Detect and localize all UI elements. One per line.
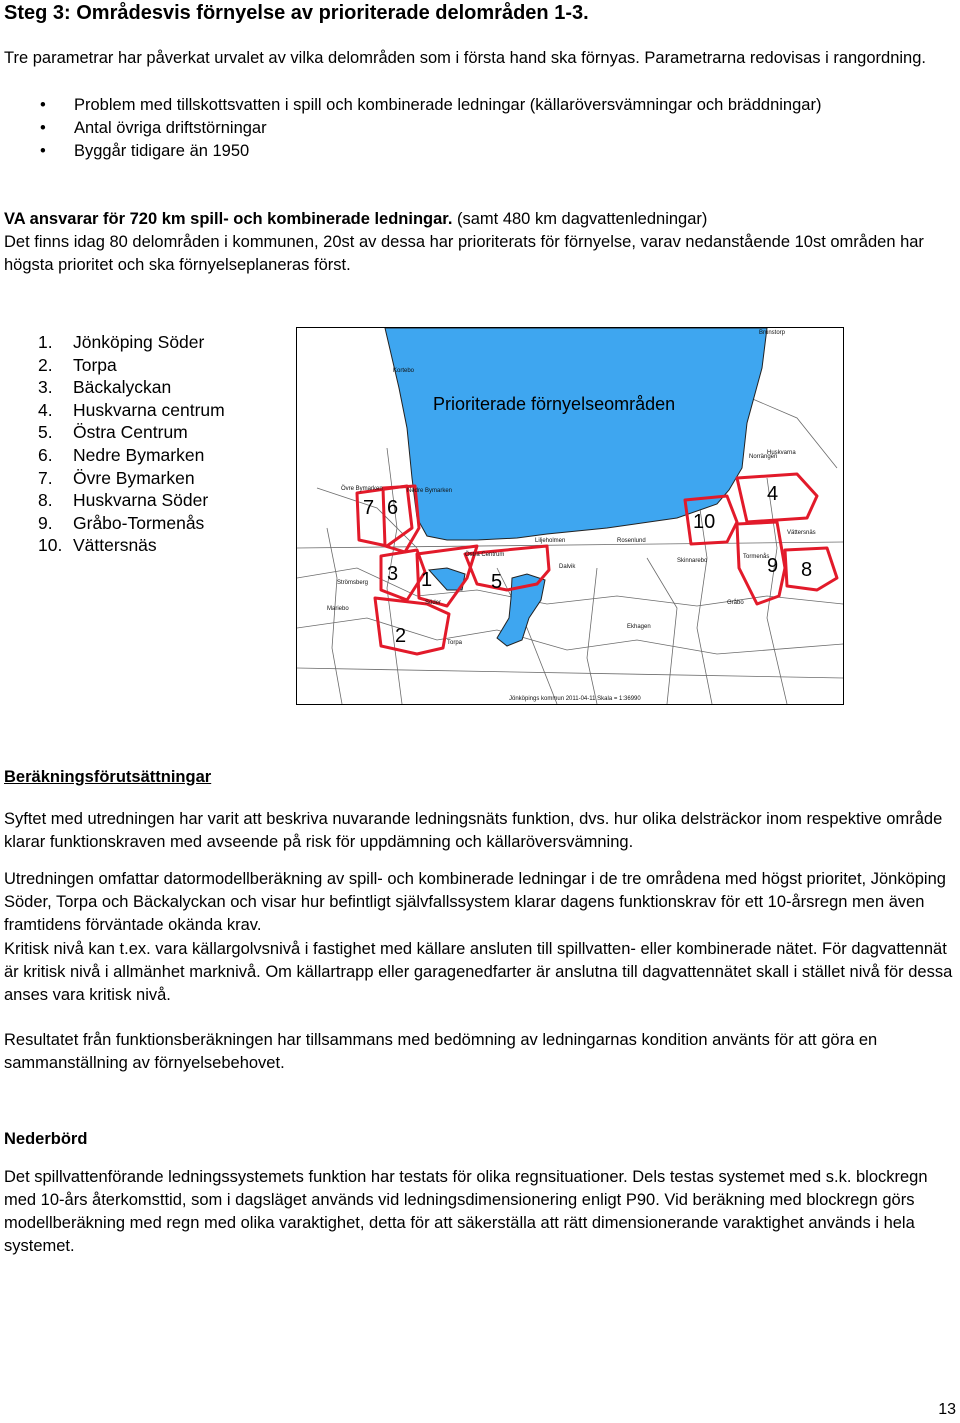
place-label: Gråbo (727, 600, 744, 606)
list-item: 6. Nedre Bymarken (38, 444, 205, 465)
place-label: Torpa (447, 640, 463, 646)
page-heading: Steg 3: Områdesvis förnyelse av prioriterade delområden 1-3. (4, 2, 589, 24)
list-item: 9. Gråbo-Tormenås (38, 512, 205, 533)
place-label: Mariebo (327, 606, 349, 612)
list-item: 7. Övre Bymarken (38, 467, 195, 488)
list-item: 8. Huskvarna Söder (38, 490, 209, 511)
section-title-nederbord: Nederbörd (4, 1130, 88, 1148)
place-label: Strömsberg (337, 580, 369, 586)
zone-label: 1 (421, 569, 433, 591)
zone-label: 10 (693, 511, 716, 533)
place-label: Söder (425, 600, 442, 606)
va-paragraph (4, 208, 954, 277)
va-body-text: Det finns idag 80 delområden i kommunen, 20st av dessa har prioriterats för förnyelse, varav nedanstående 10st områden har högsta prioritet och ska förnyelseplaneras först. (4, 233, 924, 274)
place-label: Vättersnäs (787, 530, 816, 536)
nederbord-p1: Det spillvattenförande ledningssystemets funktion har testats för olika regnsituationer. Dels testas systemet med s.k. blockregn med 10-års återkomsttid, som i dagsläget används vid ledningsdimensionering enligt P90. Vid beräkning med blockregn görs modellberäkning med regn med olika varaktighet, detta för att säkerställa att rätt dimensionerande varaktighet används i hela systemet. (4, 1168, 928, 1255)
bullet-icon: • (40, 142, 46, 160)
section-title-berakning: Beräkningsförutsättningar (4, 768, 212, 786)
place-label: Dalvik (559, 564, 576, 570)
map-svg (297, 328, 843, 704)
priority-area-list (38, 331, 225, 557)
parameter-list (40, 94, 821, 163)
zone-label: 6 (387, 497, 399, 519)
place-label: Ekhagen (627, 624, 651, 630)
place-label: Övre Bymarken (341, 486, 383, 492)
priority-map (296, 327, 844, 705)
berakning-p1: Syftet med utredningen har varit att beskriva nuvarande ledningsnäts funktion, dvs. hur olika delsträckor inom respektive område klarar funktionskraven med avseende på risk för uppdämning och källaröversvämning. (4, 810, 943, 851)
berakning-p2: Utredningen omfattar datormodellberäkning av spill- och kombinerade ledningar i de tre områdena med högst prioritet, Jönköping Söder, Torpa och Bäckalyckan och visar hur befintligt självfallssystem klarar dagens funktionskrav för ett 10-årsregn men även framtidens förväntade okända krav. (4, 870, 946, 934)
zone-label: 9 (767, 555, 779, 577)
va-bold-text: VA ansvarar för 720 km spill- och kombinerade ledningar. (4, 210, 453, 228)
list-item: 5. Östra Centrum (38, 422, 188, 443)
place-label: Liljeholmen (535, 538, 566, 544)
zone-label: 8 (801, 559, 813, 581)
page-number: 13 (938, 1401, 956, 1418)
berakning-p4: Resultatet från funktionsberäkningen har tillsammans med bedömning av ledningarnas kondition använts för att göra en sammanställning av förnyelsebehovet. (4, 1031, 878, 1072)
map-footer: Jönköpings kommun 2011-04-11 Skala = 1:36990 (509, 696, 641, 702)
list-item: 1. Jönköping Söder (38, 332, 205, 352)
zone-label: 5 (491, 571, 503, 593)
berakning-p3: Kritisk nivå kan t.ex. vara källargolvsnivå i fastighet med källare ansluten till spillvatten- eller kombinerade nätet. För dagvattennät är kritisk nivå i allmänhet marknivå. Om källartrapp eller garagenedfarter är anslutna till dagvattennätet skall i stället nivå för dessa anses vara kritisk nivå. (4, 940, 953, 1004)
map-title: Prioriterade förnyelseområden (433, 394, 676, 414)
bullet-icon: • (40, 119, 46, 137)
va-extra-text: (samt 480 km dagvattenledningar) (452, 210, 708, 228)
list-item: 3. Bäckalyckan (38, 377, 172, 398)
list-item: 10. Vättersnäs (38, 535, 157, 556)
zone-label: 4 (767, 483, 779, 505)
place-label: Östra Centrum (465, 552, 505, 558)
place-label: Nedre Bymarken (407, 488, 453, 494)
place-label: Kortebo (393, 368, 415, 374)
place-label: Huskvarna (767, 450, 796, 456)
list-item: 2. Torpa (38, 354, 117, 375)
bullet-icon: • (40, 96, 46, 114)
place-label: Brunstorp (759, 330, 786, 336)
place-label: Tormenås (743, 554, 770, 560)
intro-paragraph: Tre parametrar har påverkat urvalet av vilka delområden som i första hand ska förnyas. Parametrarna redovisas i rangordning. (4, 49, 926, 67)
zone-label: 2 (395, 625, 407, 647)
place-label: Rosenlund (617, 538, 646, 544)
list-item: 4. Huskvarna centrum (38, 399, 225, 420)
list-item: • Antal övriga driftstörningar (40, 117, 821, 140)
list-item: • Problem med tillskottsvatten i spill och kombinerade ledningar (källaröversvämningar och bräddningar) (40, 94, 821, 117)
place-label: Norrängen (749, 454, 778, 460)
zone-label: 3 (387, 563, 399, 585)
place-label: Skinnarebo (677, 558, 708, 564)
zone-label: 7 (363, 497, 375, 519)
list-item: • Byggår tidigare än 1950 (40, 140, 821, 163)
